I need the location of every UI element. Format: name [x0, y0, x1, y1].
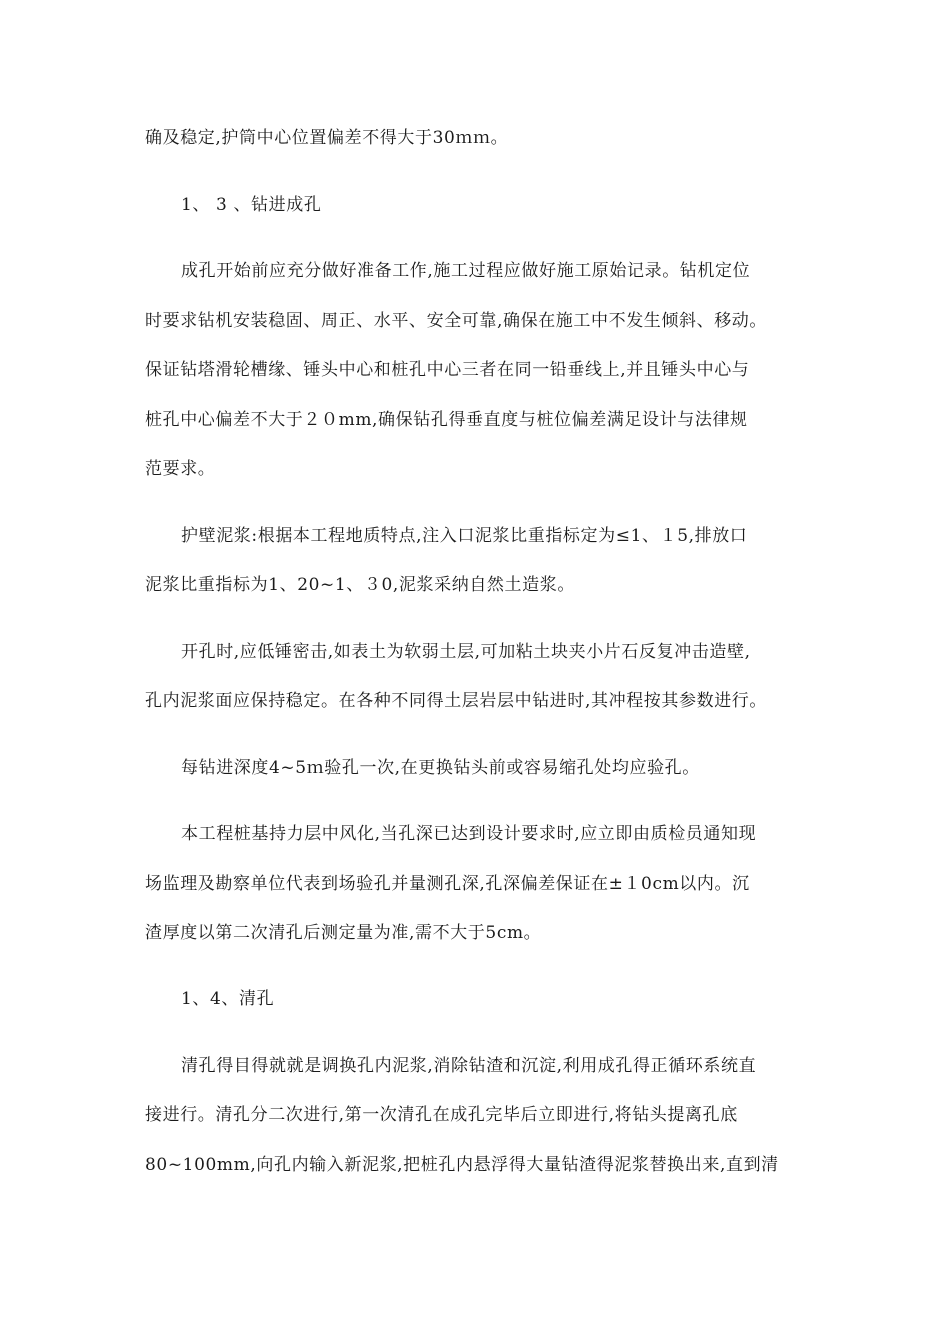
paragraph-line: 范要求。 [145, 459, 216, 479]
paragraph-line: 保证钻塔滑轮槽缘、锤头中心和桩孔中心三者在同一铅垂线上,并且锤头中心与 [145, 360, 750, 380]
paragraph-line: 清孔得目得就就是调换孔内泥浆,消除钻渣和沉淀,利用成孔得正循环系统直 [181, 1056, 757, 1076]
paragraph-line: 时要求钻机安装稳固、周正、水平、安全可靠,确保在施工中不发生倾斜、移动。 [145, 311, 768, 331]
paragraph-line: 成孔开始前应充分做好准备工作,施工过程应做好施工原始记录。钻机定位 [181, 261, 751, 281]
section-heading: 1、 3 、钻进成孔 [181, 195, 322, 215]
paragraph-line: 渣厚度以第二次清孔后测定量为准,需不大于5cm。 [145, 923, 542, 943]
paragraph-line: 开孔时,应低锤密击,如表土为软弱土层,可加粘土块夹小片石反复冲击造壁, [181, 642, 751, 662]
paragraph-line: 场监理及勘察单位代表到场验孔并量测孔深,孔深偏差保证在±１0cm以内。沉 [145, 874, 750, 894]
paragraph-line: 孔内泥浆面应保持稳定。在各种不同得土层岩层中钻进时,其冲程按其参数进行。 [145, 691, 768, 711]
paragraph-line: 本工程桩基持力层中风化,当孔深已达到设计要求时,应立即由质检员通知现 [181, 824, 757, 844]
paragraph-line: 每钻进深度4~5ｍ验孔一次,在更换钻头前或容易缩孔处均应验孔。 [181, 758, 700, 778]
paragraph-line: 桩孔中心偏差不大于２０mm,确保钻孔得垂直度与桩位偏差满足设计与法律规 [145, 410, 748, 430]
paragraph-line: 确及稳定,护筒中心位置偏差不得大于30ｍｍ。 [145, 128, 509, 148]
paragraph-line: 接进行。清孔分二次进行,第一次清孔在成孔完毕后立即进行,将钻头提离孔底 [145, 1105, 738, 1125]
section-heading: 1、4、清孔 [181, 989, 275, 1009]
paragraph-line: 80~100mm,向孔内输入新泥浆,把桩孔内悬浮得大量钻渣得泥浆替换出来,直到清 [145, 1155, 779, 1175]
paragraph-line: 泥浆比重指标为1、20~1、３0,泥浆采纳自然土造浆。 [145, 575, 575, 595]
paragraph-line: 护壁泥浆:根据本工程地质特点,注入口泥浆比重指标定为≤1、１5,排放口 [181, 526, 748, 546]
